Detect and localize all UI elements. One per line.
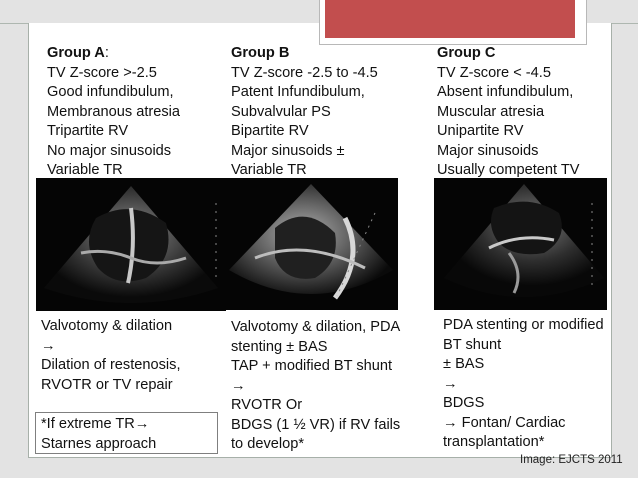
treatment-line: Valvotomy & dilation, PDA [231, 319, 401, 335]
group-c-criteria [437, 44, 580, 181]
treatment-line: transplantation* [443, 434, 545, 450]
group-c-line: Unipartite RV [437, 123, 524, 139]
note-line: *If extreme TR→ [41, 416, 150, 432]
treatment-line: to develop* [231, 436, 305, 452]
group-b-treatment [231, 318, 400, 455]
treatment-line: TAP + modified BT shunt [231, 358, 393, 374]
treatment-line: BT shunt [443, 336, 502, 353]
treatment-line: → Fontan/ Cardiac [443, 414, 566, 431]
group-c-line: Muscular atresia [437, 103, 545, 120]
treatment-line: BDGS (1 ½ VR) if RV fails [231, 416, 401, 433]
group-c-line: Absent infundibulum, [437, 84, 574, 100]
group-c-line: TV Z-score < -4.5 [437, 64, 551, 81]
group-b-line: TV Z-score -2.5 to -4.5 [231, 64, 378, 81]
treatment-line: PDA stenting or modified [443, 317, 604, 333]
treatment-line: RVOTR or TV repair [41, 376, 173, 393]
group-c-line: Usually competent TV [437, 162, 580, 178]
group-b-heading: Group B [231, 45, 290, 61]
echo-image-group-c [434, 178, 607, 310]
treatment-line: BDGS [443, 395, 485, 411]
treatment-arrow: → [443, 375, 458, 392]
image-credit: Image: EJCTS 2011 [520, 454, 623, 466]
group-a-line: Variable TR [47, 162, 123, 178]
title-tab-accent [325, 0, 575, 38]
group-b-line: Major sinusoids ± [231, 142, 345, 159]
group-a-heading: Group A: [47, 45, 109, 61]
group-a-treatment [41, 317, 181, 395]
treatment-arrow: → [231, 377, 246, 394]
echo-image-group-a [36, 178, 226, 311]
treatment-line: ± BAS [443, 356, 485, 372]
group-a-criteria [47, 44, 180, 181]
group-a-line: TV Z-score >-2.5 [47, 64, 157, 81]
treatment-line: Valvotomy & dilation [41, 318, 173, 334]
echo-image-group-b [225, 178, 398, 310]
treatment-line: Dilation of restenosis, [41, 357, 181, 373]
group-c-heading: Group C [437, 45, 496, 61]
treatment-line: stenting ± BAS [231, 338, 328, 355]
treatment-arrow: → [41, 337, 56, 354]
group-a-line: Membranous atresia [47, 103, 181, 120]
group-b-line: Bipartite RV [231, 123, 309, 139]
treatment-line: RVOTR Or [231, 397, 303, 413]
group-b-line: Variable TR [231, 162, 307, 178]
group-b-line: Subvalvular PS [231, 103, 331, 120]
group-a-line: Tripartite RV [47, 123, 129, 139]
group-c-line: Major sinusoids [437, 142, 539, 159]
group-c-treatment [443, 316, 604, 453]
group-b-line: Patent Infundibulum, [231, 84, 365, 100]
starnes-note-box [35, 412, 218, 454]
note-line: Starnes approach [41, 435, 157, 452]
group-a-line: Good infundibulum, [47, 84, 174, 100]
group-a-line: No major sinusoids [47, 142, 172, 159]
group-b-criteria [231, 44, 378, 181]
